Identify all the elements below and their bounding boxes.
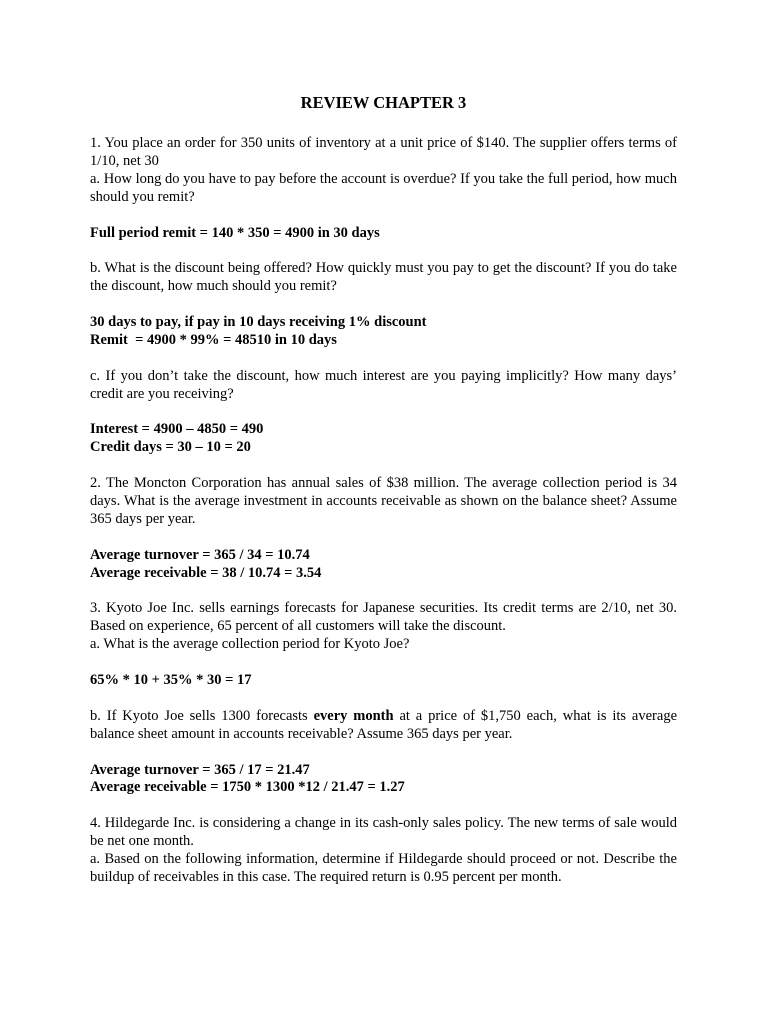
question-4-stem: 4. Hildegarde Inc. is considering a change in its cash-only sales policy. The new terms of sale would be net one month. [90,815,677,850]
spacer [90,797,677,815]
question-3b [90,708,677,744]
question-4a: a. Based on the following information, determine if Hildegarde should proceed or not. Describe the buildup of receivables in this case. The required return is 0.95 percent per month. [90,851,677,885]
spacer [90,583,677,601]
spacer [90,457,677,475]
spacer [90,404,677,422]
spacer [90,296,677,314]
spacer [90,690,677,708]
answer-1b-line-2: Remit = 4900 * 99% = 48510 in 10 days [90,331,337,348]
question-3b-text-end: at a price of $1,750 each, what is its average balance sheet amount in accounts receivable? Assume 365 days per year. [90,707,677,742]
answer-2-line-2: Average receivable = 38 / 10.74 = 3.54 [90,564,322,581]
spacer [90,207,677,225]
question-3a: a. What is the average collection period for Kyoto Joe? [90,636,410,653]
answer-3a: 65% * 10 + 35% * 30 = 17 [90,672,252,689]
question-3b-emphasis: every month [313,707,394,724]
question-1a: a. How long do you have to pay before the account is overdue? If you take the full period, how much should you remit? [90,170,677,205]
spacer [90,529,677,547]
spacer [90,654,677,672]
question-2-stem: 2. The Moncton Corporation has annual sales of $38 million. The average collection period is 34 days. What is the average investment in accounts receivable as shown on the balance sheet? Assume 365 days per year. [90,475,677,527]
answer-1c-line-2: Credit days = 30 – 10 = 20 [90,439,251,456]
spacer [90,350,677,368]
spacer [90,744,677,762]
question-1-stem: 1. You place an order for 350 units of inventory at a unit price of $140. The supplier offers terms of 1/10, net 30 [90,135,677,169]
spacer [90,242,677,260]
answer-1a: Full period remit = 140 * 350 = 4900 in 30 days [90,224,380,241]
answer-3b-line-2: Average receivable = 1750 * 1300 *12 / 21.47 = 1.27 [90,779,405,796]
question-3-stem: 3. Kyoto Joe Inc. sells earnings forecasts for Japanese securities. Its credit terms are 2/10, net 30. Based on experience, 65 percent of all customers will take the discount. [90,600,677,635]
question-1b: b. What is the discount being offered? How quickly must you pay to get the discount? If you do take the discount, how much should you remit? [90,260,677,295]
document-title: REVIEW CHAPTER 3 [300,93,467,112]
question-3b-text-start: b. If Kyoto Joe sells 1300 forecasts [90,707,314,724]
answer-2-line-1: Average turnover = 365 / 34 = 10.74 [90,546,310,563]
document-page [90,93,677,887]
answer-1b-line-1: 30 days to pay, if pay in 10 days receiving 1% discount [90,314,427,331]
answer-1c-line-1: Interest = 4900 – 4850 = 490 [90,421,264,438]
answer-3b-line-1: Average turnover = 365 / 17 = 21.47 [90,761,310,778]
question-1c: c. If you don’t take the discount, how much interest are you paying implicitly? How many days’ credit are you receiving? [90,367,677,402]
